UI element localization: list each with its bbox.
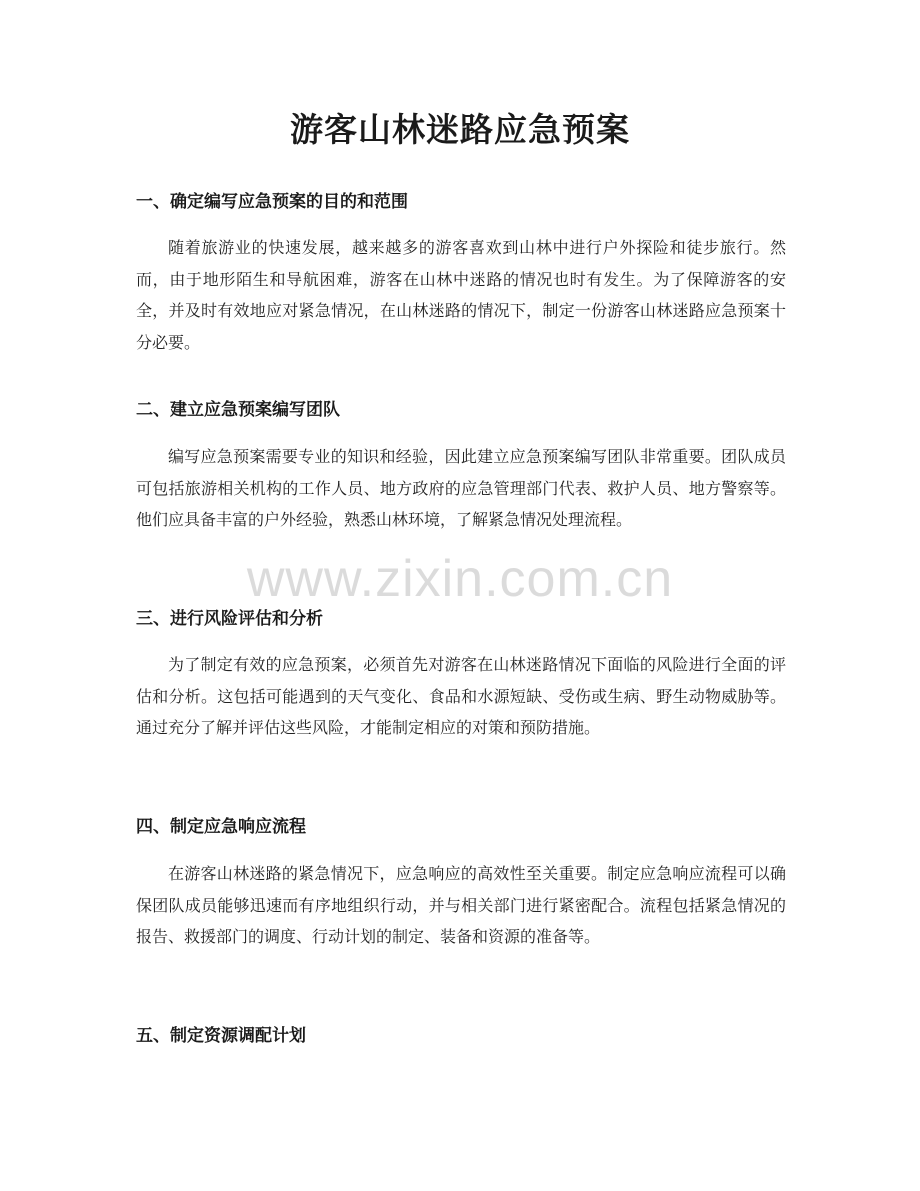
section-paragraph-2: 编写应急预案需要专业的知识和经验，因此建立应急预案编写团队非常重要。团队成员可包括旅游相关机构的工作人员、地方政府的应急管理部门代表、救护人员、地方警察等。他们应具备丰富的户外经验，熟悉山林环境，了解紧急情况处理流程。 <box>136 447 786 529</box>
section-paragraph-4: 在游客山林迷路的紧急情况下，应急响应的高效性至关重要。制定应急响应流程可以确保团队成员能够迅速而有序地组织行动，并与相关部门进行紧密配合。流程包括紧急情况的报告、救援部门的调度、行动计划的制定、装备和资源的准备等。 <box>136 864 786 946</box>
section-paragraph-1: 随着旅游业的快速发展，越来越多的游客喜欢到山林中进行户外探险和徒步旅行。然而，由于地形陌生和导航困难，游客在山林中迷路的情况也时有发生。为了保障游客的安全，并及时有效地应对紧急情况，在山林迷路的情况下，制定一份游客山林迷路应急预案十分必要。 <box>136 238 786 352</box>
section-heading-5: 五、制定资源调配计划 <box>136 1026 306 1046</box>
section-heading-1: 一、确定编写应急预案的目的和范围 <box>136 192 408 212</box>
section-heading-4: 四、制定应急响应流程 <box>136 817 306 837</box>
section-heading-3: 三、进行风险评估和分析 <box>136 609 323 629</box>
watermark-text: www.zixin.com.cn <box>246 550 674 608</box>
document-title: 游客山林迷路应急预案 <box>290 110 630 149</box>
section-paragraph-3: 为了制定有效的应急预案，必须首先对游客在山林迷路情况下面临的风险进行全面的评估和分析。这包括可能遇到的天气变化、食品和水源短缺、受伤或生病、野生动物威胁等。通过充分了解并评估这些风险，才能制定相应的对策和预防措施。 <box>136 655 786 737</box>
section-heading-2: 二、建立应急预案编写团队 <box>136 400 340 420</box>
